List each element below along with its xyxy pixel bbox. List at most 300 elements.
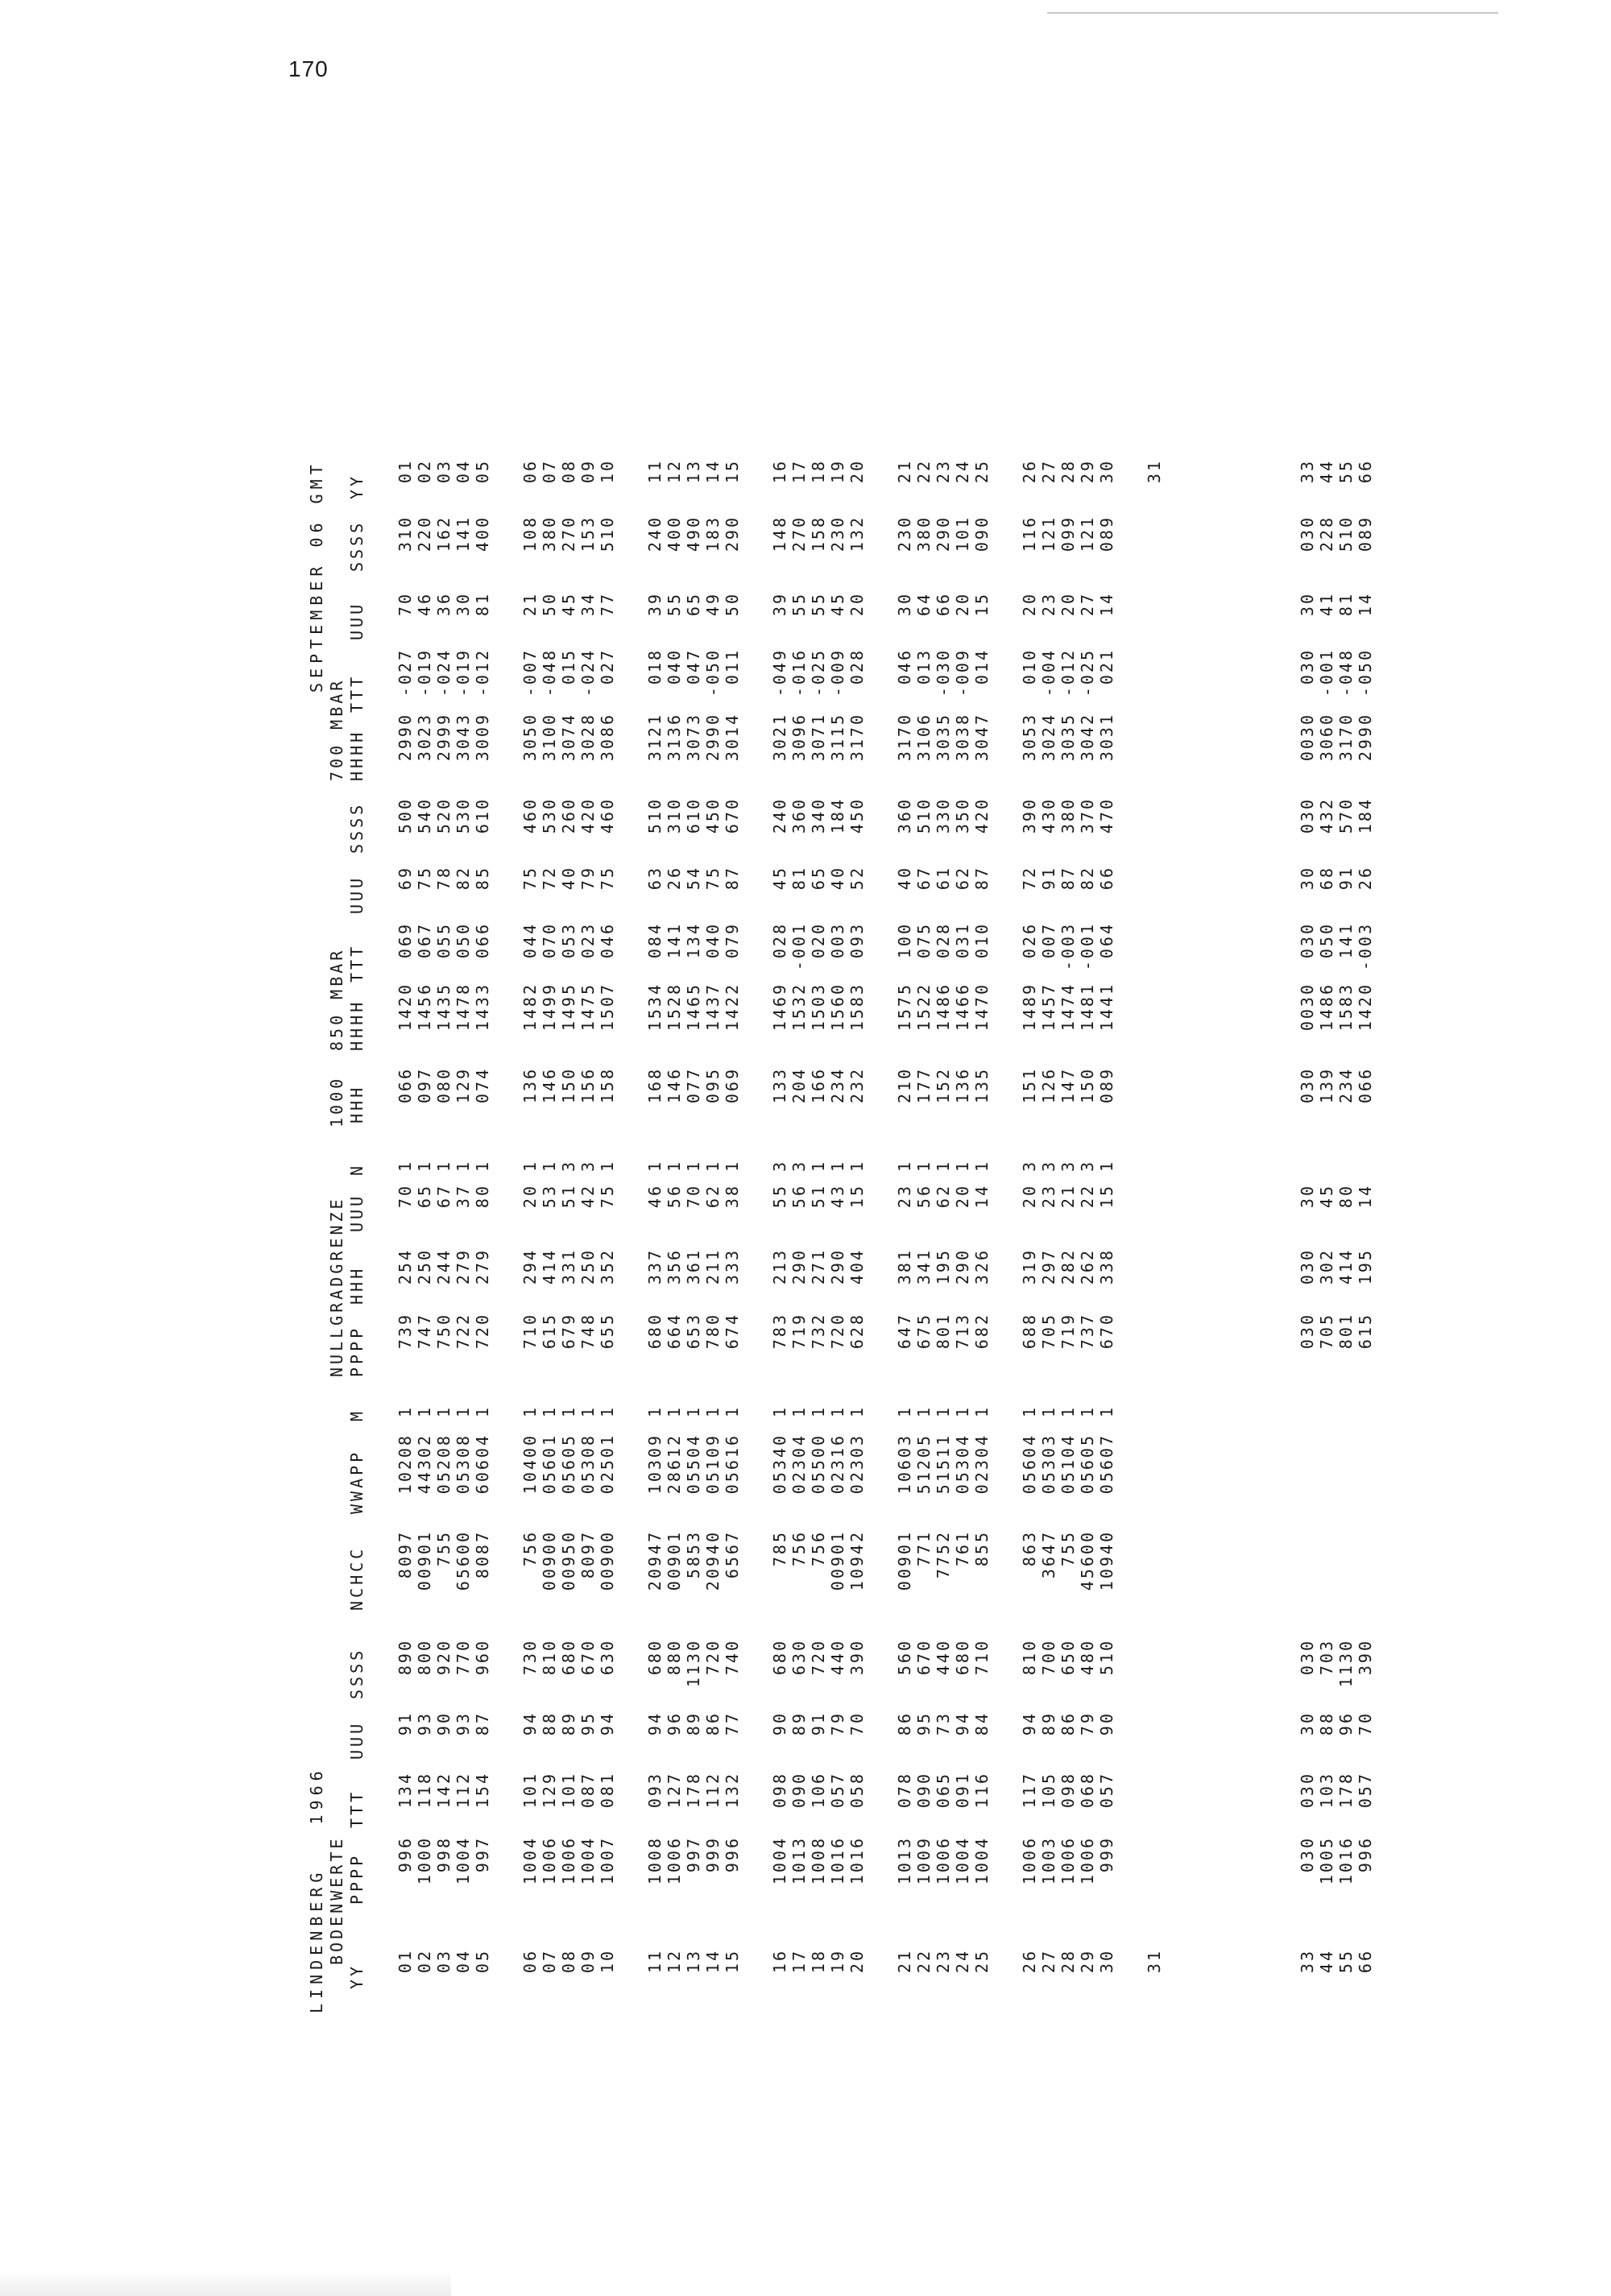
table-cell: 069 (396, 922, 415, 959)
table-cell: 184 (828, 797, 847, 834)
table-cell: 615 (540, 1313, 559, 1350)
table-cell: 3 (1078, 1160, 1097, 1173)
table-cell: 420 (578, 797, 598, 834)
table-cell: 720 (809, 1639, 828, 1676)
table-cell: 279 (453, 1248, 473, 1285)
table-cell: 044 (520, 922, 540, 959)
group-header: NULLGRADGRENZE (327, 1196, 346, 1377)
table-cell: 1 (809, 1160, 828, 1173)
table-cell: 31 (1145, 1949, 1164, 1974)
table-cell: 737 (1078, 1313, 1097, 1350)
table-cell: 01 (396, 1949, 415, 1974)
table-cell: 69 (396, 866, 415, 891)
table-cell: 1560 (828, 983, 847, 1032)
column-header: TTT (347, 673, 367, 713)
table-cell: 087 (578, 1772, 598, 1809)
table-cell: 028 (934, 922, 953, 959)
table-cell: 750 (434, 1313, 453, 1350)
table-cell: 89 (684, 1711, 703, 1736)
table-cell: 1 (1039, 1405, 1058, 1418)
table-cell: 996 (723, 1836, 742, 1873)
table-cell: 279 (473, 1248, 492, 1285)
table-cell: 1466 (953, 983, 972, 1032)
table-cell: 057 (1097, 1772, 1116, 1809)
table-cell: 1006 (934, 1836, 953, 1885)
table-cell: 79 (578, 866, 598, 891)
table-cell: 46 (645, 1184, 665, 1209)
table-cell: -019 (415, 648, 434, 697)
column-header: SSSS (347, 519, 367, 572)
table-cell: 1 (934, 1160, 953, 1173)
table-cell: 771 (914, 1530, 934, 1567)
table-cell: 1 (847, 1160, 867, 1173)
table-cell: 1 (540, 1160, 559, 1173)
table-cell: 480 (1078, 1639, 1097, 1676)
table-cell: 150 (559, 1067, 578, 1104)
table-cell: 1420 (396, 983, 415, 1032)
table-cell: 080 (434, 1067, 453, 1104)
table-cell: 55 (665, 592, 684, 617)
table-cell: 0030 (1298, 713, 1317, 762)
table-cell: 135 (972, 1067, 992, 1104)
table-cell: 095 (703, 1067, 723, 1104)
table-cell: 1 (473, 1160, 492, 1173)
table-cell: 030 (1298, 797, 1317, 834)
table-cell: 1 (578, 1405, 598, 1418)
table-cell: 1 (828, 1405, 847, 1418)
table-cell: -050 (703, 648, 723, 697)
table-cell: 1 (1058, 1405, 1078, 1418)
table-cell: 337 (645, 1248, 665, 1285)
table-cell: 046 (598, 922, 617, 959)
table-cell: 1007 (598, 1836, 617, 1885)
table-cell: 018 (645, 648, 665, 685)
table-cell: 679 (559, 1313, 578, 1350)
table-cell: 801 (934, 1313, 953, 1350)
table-cell: 54 (684, 866, 703, 891)
table-cell: 22 (914, 1949, 934, 1974)
table-cell: 21 (895, 459, 914, 484)
table-cell: 116 (1020, 515, 1039, 552)
table-cell: 1009 (914, 1836, 934, 1885)
table-cell: 370 (1078, 797, 1097, 834)
table-cell: 1004 (578, 1836, 598, 1885)
table-cell: 87 (972, 866, 992, 891)
table-cell: 430 (1039, 797, 1058, 834)
table-cell: 3 (770, 1160, 789, 1173)
table-cell: 098 (1058, 1772, 1078, 1809)
table-cell: 440 (934, 1639, 953, 1676)
table-cell: 081 (598, 1772, 617, 1809)
table-cell: 00901 (415, 1530, 434, 1591)
table-cell: 719 (789, 1313, 809, 1350)
table-cell: -048 (540, 648, 559, 697)
column-header: UUU (347, 601, 367, 640)
table-cell: 070 (540, 922, 559, 959)
table-cell: -027 (396, 648, 415, 697)
table-cell: 3042 (1078, 713, 1097, 762)
table-cell: 134 (684, 922, 703, 959)
table-cell: 030 (1298, 1313, 1317, 1350)
table-cell: 066 (1356, 1067, 1375, 1104)
table-cell: -019 (453, 648, 473, 697)
table-cell: 079 (723, 922, 742, 959)
table-cell: 87 (473, 1711, 492, 1736)
table-cell: 302 (1317, 1248, 1336, 1285)
table-cell: 05 (473, 459, 492, 484)
table-cell: 1130 (684, 1639, 703, 1688)
table-cell: 8097 (578, 1530, 598, 1579)
table-cell: 390 (1020, 797, 1039, 834)
table-cell: 748 (578, 1313, 598, 1350)
table-cell: 055 (434, 922, 453, 959)
table-cell: 003 (828, 922, 847, 959)
table-cell: 65 (415, 1184, 434, 1209)
table-cell: 184 (1356, 797, 1375, 834)
table-cell: 1 (645, 1160, 665, 1173)
table-cell: 49 (703, 592, 723, 617)
table-cell: 674 (723, 1313, 742, 1350)
table-cell: 540 (415, 797, 434, 834)
table-cell: 79 (1078, 1711, 1097, 1736)
table-cell: 078 (895, 1772, 914, 1809)
table-cell: 86 (1058, 1711, 1078, 1736)
table-cell: 356 (665, 1248, 684, 1285)
table-cell: 1 (434, 1160, 453, 1173)
table-cell: 3053 (1020, 713, 1039, 762)
table-cell: 147 (1058, 1067, 1078, 1104)
table-cell: 920 (434, 1639, 453, 1676)
table-cell: 1478 (453, 983, 473, 1032)
table-cell: 3047 (972, 713, 992, 762)
table-cell: 1 (1097, 1160, 1116, 1173)
table-cell: 810 (1020, 1639, 1039, 1676)
table-cell: 380 (1058, 797, 1078, 834)
table-cell: 1 (415, 1160, 434, 1173)
table-cell: 1004 (953, 1836, 972, 1885)
table-cell: 680 (770, 1639, 789, 1676)
table-cell: 068 (1078, 1772, 1097, 1809)
table-cell: 630 (598, 1639, 617, 1676)
table-cell: 040 (703, 922, 723, 959)
column-header: UUU (347, 1193, 367, 1232)
table-cell: 780 (703, 1313, 723, 1350)
table-cell: 05340 (770, 1433, 789, 1495)
table-cell: 51 (559, 1184, 578, 1209)
table-cell: 72 (540, 866, 559, 891)
table-cell: 710 (520, 1313, 540, 1350)
table-cell: 106 (809, 1772, 828, 1809)
table-cell: 2990 (396, 713, 415, 762)
table-cell: 1 (934, 1405, 953, 1418)
table-cell: 05504 (684, 1433, 703, 1495)
table-cell: 28 (1058, 1949, 1078, 1974)
table-cell: 3073 (684, 713, 703, 762)
table-cell: 75 (415, 866, 434, 891)
table-cell: 031 (953, 922, 972, 959)
table-cell: 670 (914, 1639, 934, 1676)
table-cell: 1 (396, 1160, 415, 1173)
table-cell: 1005 (1317, 1836, 1336, 1885)
table-cell: 210 (895, 1067, 914, 1104)
table-cell: 44 (1317, 1949, 1336, 1974)
table-cell: 67 (434, 1184, 453, 1209)
table-cell: 732 (809, 1313, 828, 1350)
table-cell: 70 (847, 1711, 867, 1736)
table-cell: 3014 (723, 713, 742, 762)
table-cell: 66 (1356, 1949, 1375, 1974)
table-cell: 232 (847, 1067, 867, 1104)
table-cell: 93 (453, 1711, 473, 1736)
table-cell: 80 (1336, 1184, 1356, 1209)
table-cell: 09 (578, 459, 598, 484)
table-cell: 084 (645, 922, 665, 959)
top-rule (1047, 12, 1498, 14)
table-cell: 05616 (723, 1433, 742, 1495)
table-cell: 270 (559, 515, 578, 552)
table-cell: 747 (415, 1313, 434, 1350)
table-cell: 1 (684, 1405, 703, 1418)
table-cell: 960 (473, 1639, 492, 1676)
table-cell: 1004 (520, 1836, 540, 1885)
table-cell: 098 (770, 1772, 789, 1809)
table-cell: 1 (895, 1405, 914, 1418)
table-cell: 94 (1020, 1711, 1039, 1736)
table-cell: 3 (1058, 1160, 1078, 1173)
table-cell: 02 (415, 459, 434, 484)
table-cell: 1 (540, 1405, 559, 1418)
table-cell: 890 (396, 1639, 415, 1676)
table-cell: 70 (1356, 1711, 1375, 1736)
table-cell: 70 (396, 1184, 415, 1209)
table-cell: 490 (684, 515, 703, 552)
table-cell: 1583 (847, 983, 867, 1032)
table-cell: 14 (972, 1184, 992, 1209)
table-cell: 38 (723, 1184, 742, 1209)
table-cell: 234 (1336, 1067, 1356, 1104)
table-cell: 290 (789, 1248, 809, 1285)
table-cell: 3086 (598, 713, 617, 762)
table-cell: -012 (1058, 648, 1078, 697)
table-cell: 615 (1356, 1313, 1375, 1350)
table-cell: 20940 (703, 1530, 723, 1591)
table-cell: 45 (1317, 1184, 1336, 1209)
table-cell: 755 (1058, 1530, 1078, 1567)
table-cell: 02 (415, 1949, 434, 1974)
table-cell: 139 (1317, 1067, 1336, 1104)
table-cell: 55 (809, 592, 828, 617)
table-cell: 290 (723, 515, 742, 552)
table-cell: 319 (1020, 1248, 1039, 1285)
table-cell: 381 (895, 1248, 914, 1285)
table-cell: 28612 (665, 1433, 684, 1495)
table-cell: 730 (520, 1639, 540, 1676)
table-cell: 80 (473, 1184, 492, 1209)
table-cell: 3121 (645, 713, 665, 762)
table-cell: 21 (1058, 1184, 1078, 1209)
table-cell: 1 (559, 1405, 578, 1418)
table-cell: 688 (1020, 1313, 1039, 1350)
table-cell: 17 (789, 459, 809, 484)
table-cell: 414 (1336, 1248, 1356, 1285)
table-cell: 22 (914, 459, 934, 484)
table-cell: 45 (559, 592, 578, 617)
table-cell: 56 (789, 1184, 809, 1209)
table-cell: 3115 (828, 713, 847, 762)
table-cell: 2999 (434, 713, 453, 762)
table-cell: 3 (559, 1160, 578, 1173)
table-cell: 05601 (540, 1433, 559, 1495)
table-cell: 00901 (665, 1530, 684, 1591)
column-header: SSSS (347, 801, 367, 854)
table-cell: 100 (895, 922, 914, 959)
table-cell: 1 (972, 1160, 992, 1173)
table-cell: 1006 (1078, 1836, 1097, 1885)
table-cell: 090 (789, 1772, 809, 1809)
table-cell: 05607 (1097, 1433, 1116, 1495)
table-cell: 1522 (914, 983, 934, 1032)
table-cell: 183 (703, 515, 723, 552)
column-header: UUU (347, 875, 367, 914)
table-cell: 14 (1356, 1184, 1375, 1209)
table-cell: 1534 (645, 983, 665, 1032)
table-cell: 650 (1058, 1639, 1078, 1676)
table-cell: 11 (645, 1949, 665, 1974)
table-cell: 404 (847, 1248, 867, 1285)
table-cell: -009 (953, 648, 972, 697)
table-cell: 88 (1317, 1711, 1336, 1736)
table-cell: 3024 (1039, 713, 1058, 762)
table-cell: 14 (1097, 592, 1116, 617)
table-cell: 1 (520, 1160, 540, 1173)
table-cell: 520 (434, 797, 453, 834)
table-cell: 1475 (578, 983, 598, 1032)
column-header: SSSS (347, 1647, 367, 1699)
table-cell: 36 (434, 592, 453, 617)
table-cell: 43 (828, 1184, 847, 1209)
table-cell: 053 (559, 922, 578, 959)
table-cell: 294 (520, 1248, 540, 1285)
table-cell: 62 (703, 1184, 723, 1209)
table-cell: 51511 (934, 1433, 953, 1495)
table-cell: 628 (847, 1313, 867, 1350)
table-cell: 94 (645, 1711, 665, 1736)
table-cell: 66 (934, 592, 953, 617)
table-cell: 04 (453, 1949, 473, 1974)
table-cell: 39 (770, 592, 789, 617)
table-cell: 27 (1039, 459, 1058, 484)
table-cell: 129 (540, 1772, 559, 1809)
table-cell: 010 (1020, 648, 1039, 685)
table-cell: 121 (1078, 515, 1097, 552)
table-cell: 45 (770, 866, 789, 891)
data-table (309, 129, 1396, 2013)
table-cell: 101 (520, 1772, 540, 1809)
station-year: LINDENBERG 1966 (307, 1766, 326, 2013)
table-cell: 230 (895, 515, 914, 552)
table-cell: 1016 (828, 1836, 847, 1885)
table-cell: 1 (914, 1405, 934, 1418)
table-cell: 177 (914, 1067, 934, 1104)
table-cell: 361 (684, 1248, 703, 1285)
table-cell: 60604 (473, 1433, 492, 1495)
table-cell: 20 (847, 459, 867, 484)
table-cell: 066 (396, 1067, 415, 1104)
table-cell: 027 (598, 648, 617, 685)
table-cell: 3 (789, 1160, 809, 1173)
table-cell: 560 (895, 1639, 914, 1676)
table-cell: 05604 (1020, 1433, 1039, 1495)
table-cell: 23 (934, 1949, 953, 1974)
table-cell: 1457 (1039, 983, 1058, 1032)
table-cell: 3060 (1317, 713, 1336, 762)
table-cell: 1 (665, 1405, 684, 1418)
table-cell: 997 (684, 1836, 703, 1873)
table-cell: 460 (520, 797, 540, 834)
table-cell: 94 (520, 1711, 540, 1736)
table-cell: 863 (1020, 1530, 1039, 1567)
table-cell: 570 (1336, 797, 1356, 834)
table-cell: 1008 (645, 1836, 665, 1885)
table-cell: 55 (770, 1184, 789, 1209)
table-cell: 3170 (847, 713, 867, 762)
table-cell: 310 (396, 515, 415, 552)
table-cell: 015 (559, 648, 578, 685)
table-cell: 290 (828, 1248, 847, 1285)
table-cell: 250 (415, 1248, 434, 1285)
table-cell: 801 (1336, 1313, 1356, 1350)
table-cell: 10309 (645, 1433, 665, 1495)
table-cell: 030 (1298, 1639, 1317, 1676)
column-header: YY (347, 1963, 367, 1989)
table-cell: -001 (1317, 648, 1336, 697)
table-cell: 1422 (723, 983, 742, 1032)
table-cell: 026 (1020, 922, 1039, 959)
column-header: NCHCC (347, 1545, 367, 1611)
table-cell: 1 (809, 1405, 828, 1418)
table-cell: 158 (598, 1067, 617, 1104)
table-cell: 093 (645, 1772, 665, 1809)
table-cell: 68 (1317, 866, 1336, 891)
table-cell: 67 (914, 866, 934, 891)
table-cell: 1469 (770, 983, 789, 1032)
table-cell: 05304 (953, 1433, 972, 1495)
table-cell: 1016 (1336, 1836, 1356, 1885)
table-cell: 30 (1298, 592, 1317, 617)
table-cell: 682 (972, 1313, 992, 1350)
table-cell: 093 (847, 922, 867, 959)
table-cell: 1 (1078, 1405, 1097, 1418)
table-cell: 61 (934, 866, 953, 891)
table-cell: 1420 (1356, 983, 1375, 1032)
table-cell: 14 (1356, 592, 1375, 617)
table-cell: 705 (1317, 1313, 1336, 1350)
table-cell: 3021 (770, 713, 789, 762)
table-cell: 1 (723, 1405, 742, 1418)
table-cell: 95 (914, 1711, 934, 1736)
table-cell: 330 (934, 797, 953, 834)
table-cell: 3023 (415, 713, 434, 762)
table-cell: 1006 (559, 1836, 578, 1885)
table-cell: 112 (453, 1772, 473, 1809)
table-cell: 213 (770, 1248, 789, 1285)
table-cell: 510 (1097, 1639, 1116, 1676)
table-cell: -012 (473, 648, 492, 697)
table-cell: 18 (809, 1949, 828, 1974)
table-cell: 3028 (578, 713, 598, 762)
table-cell: 136 (953, 1067, 972, 1104)
table-cell: 19 (828, 1949, 847, 1974)
